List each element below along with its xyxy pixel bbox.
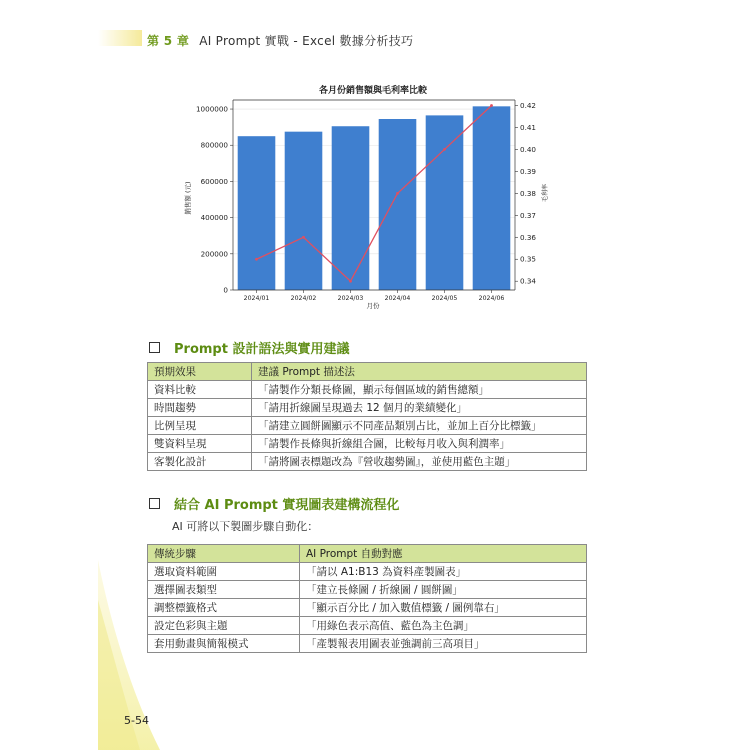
y-axis-label: 銷售額 (元) — [184, 181, 192, 215]
table-header-cell: 建議 Prompt 描述法 — [252, 363, 587, 381]
y-tick-label: 200000 — [200, 249, 228, 259]
table-header-row — [148, 545, 587, 563]
table-row — [148, 635, 587, 653]
page-number: 5-54 — [124, 714, 149, 727]
table-cell: 「顯示百分比 / 加入數值標籤 / 圖例靠右」 — [300, 599, 587, 617]
table-cell: 選擇圖表類型 — [148, 581, 300, 599]
line-point — [490, 104, 493, 107]
bar — [473, 106, 511, 290]
x-axis-label: 月份 — [366, 302, 380, 310]
table-cell: 「請將圖表標題改為『營收趨勢圖』，並使用藍色主題」 — [252, 453, 587, 471]
y2-tick-label: 0.37 — [520, 210, 537, 220]
table-row — [148, 581, 587, 599]
table-cell: 「請以 A1:B13 為資料產製圖表」 — [300, 563, 587, 581]
section-title: 結合 AI Prompt 實現圖表建構流程化 — [174, 498, 400, 513]
sales-margin-chart — [185, 80, 555, 315]
table-cell: 比例呈現 — [148, 417, 252, 435]
table-cell: 「請製作長條與折線組合圖，比較每月收入與利潤率」 — [252, 435, 587, 453]
y2-tick-label: 0.40 — [520, 144, 537, 154]
line-point — [302, 236, 305, 239]
table-header-row — [148, 363, 587, 381]
table-cell: 選取資料範圍 — [148, 563, 300, 581]
table-header-cell: AI Prompt 自動對應 — [300, 545, 587, 563]
section-title: Prompt 設計語法與實用建議 — [174, 342, 350, 357]
y-tick-label: 800000 — [200, 140, 228, 150]
table-row — [148, 417, 587, 435]
y2-tick-label: 0.35 — [520, 254, 537, 264]
line-point — [443, 148, 446, 151]
x-tick-label: 2024/01 — [243, 295, 270, 302]
chapter-label: 第 5 章 — [147, 34, 190, 48]
x-tick-label: 2024/04 — [384, 295, 411, 302]
y-tick-label: 1000000 — [195, 104, 228, 114]
table-cell: 調整標籤格式 — [148, 599, 300, 617]
page-header — [147, 32, 413, 49]
table-cell: 雙資料呈現 — [148, 435, 252, 453]
x-tick-label: 2024/02 — [290, 295, 317, 302]
y2-axis-label: 毛利率 — [542, 183, 549, 203]
table-cell: 客製化設計 — [148, 453, 252, 471]
ai-workflow-table — [147, 544, 587, 653]
table-cell: 套用動畫與簡報模式 — [148, 635, 300, 653]
table-cell: 「產製報表用圖表並強調前三高項目」 — [300, 635, 587, 653]
section-bullet-icon — [149, 498, 160, 509]
y2-tick-label: 0.41 — [520, 122, 537, 132]
table-cell: 「用綠色表示高值、藍色為主色調」 — [300, 617, 587, 635]
table-row — [148, 563, 587, 581]
y-tick-label: 400000 — [200, 213, 228, 223]
bar — [332, 126, 370, 290]
x-tick-label: 2024/06 — [478, 295, 505, 302]
table-row — [148, 599, 587, 617]
header-accent — [98, 30, 142, 46]
x-tick-label: 2024/03 — [337, 295, 364, 302]
y-tick-label: 0 — [223, 285, 228, 295]
y-tick-label: 600000 — [200, 176, 228, 186]
section-intro-text: AI 可將以下製圖步驟自動化： — [172, 520, 319, 533]
x-tick-label: 2024/05 — [431, 295, 458, 302]
table-cell: 「建立長條圖 / 折線圖 / 圓餅圖」 — [300, 581, 587, 599]
table-row — [148, 381, 587, 399]
table-cell: 「請用折線圖呈現過去 12 個月的業績變化」 — [252, 399, 587, 417]
y2-tick-label: 0.38 — [520, 188, 537, 198]
table-cell: 資料比較 — [148, 381, 252, 399]
bar — [238, 136, 276, 290]
plot-area — [196, 100, 536, 302]
table-cell: 「請建立圓餅圖顯示不同產品類別占比，並加上百分比標籤」 — [252, 417, 587, 435]
y2-tick-label: 0.42 — [520, 100, 537, 110]
table-row — [148, 399, 587, 417]
y2-tick-label: 0.39 — [520, 166, 537, 176]
bar — [285, 132, 323, 290]
table-row — [148, 435, 587, 453]
table-row — [148, 453, 587, 471]
bar — [379, 119, 417, 290]
table-cell: 時間趨勢 — [148, 399, 252, 417]
chart-title: 各月份銷售額與毛利率比較 — [318, 86, 428, 96]
table-cell: 設定色彩與主題 — [148, 617, 300, 635]
table-cell: 「請製作分類長條圖，顯示每個區域的銷售總額」 — [252, 381, 587, 399]
table-header-cell: 預期效果 — [148, 363, 252, 381]
y2-tick-label: 0.36 — [520, 232, 537, 242]
table-header-cell: 傳統步驟 — [148, 545, 300, 563]
line-point — [396, 192, 399, 195]
section-bullet-icon — [149, 342, 160, 353]
line-point — [349, 280, 352, 283]
line-point — [255, 258, 258, 261]
chapter-title: AI Prompt 實戰 - Excel 數據分析技巧 — [199, 34, 414, 48]
y2-tick-label: 0.34 — [520, 276, 537, 286]
prompt-syntax-table — [147, 362, 587, 471]
table-row — [148, 617, 587, 635]
section-ai-workflow — [149, 494, 399, 513]
bar — [426, 115, 464, 290]
section-prompt-syntax — [149, 338, 349, 357]
